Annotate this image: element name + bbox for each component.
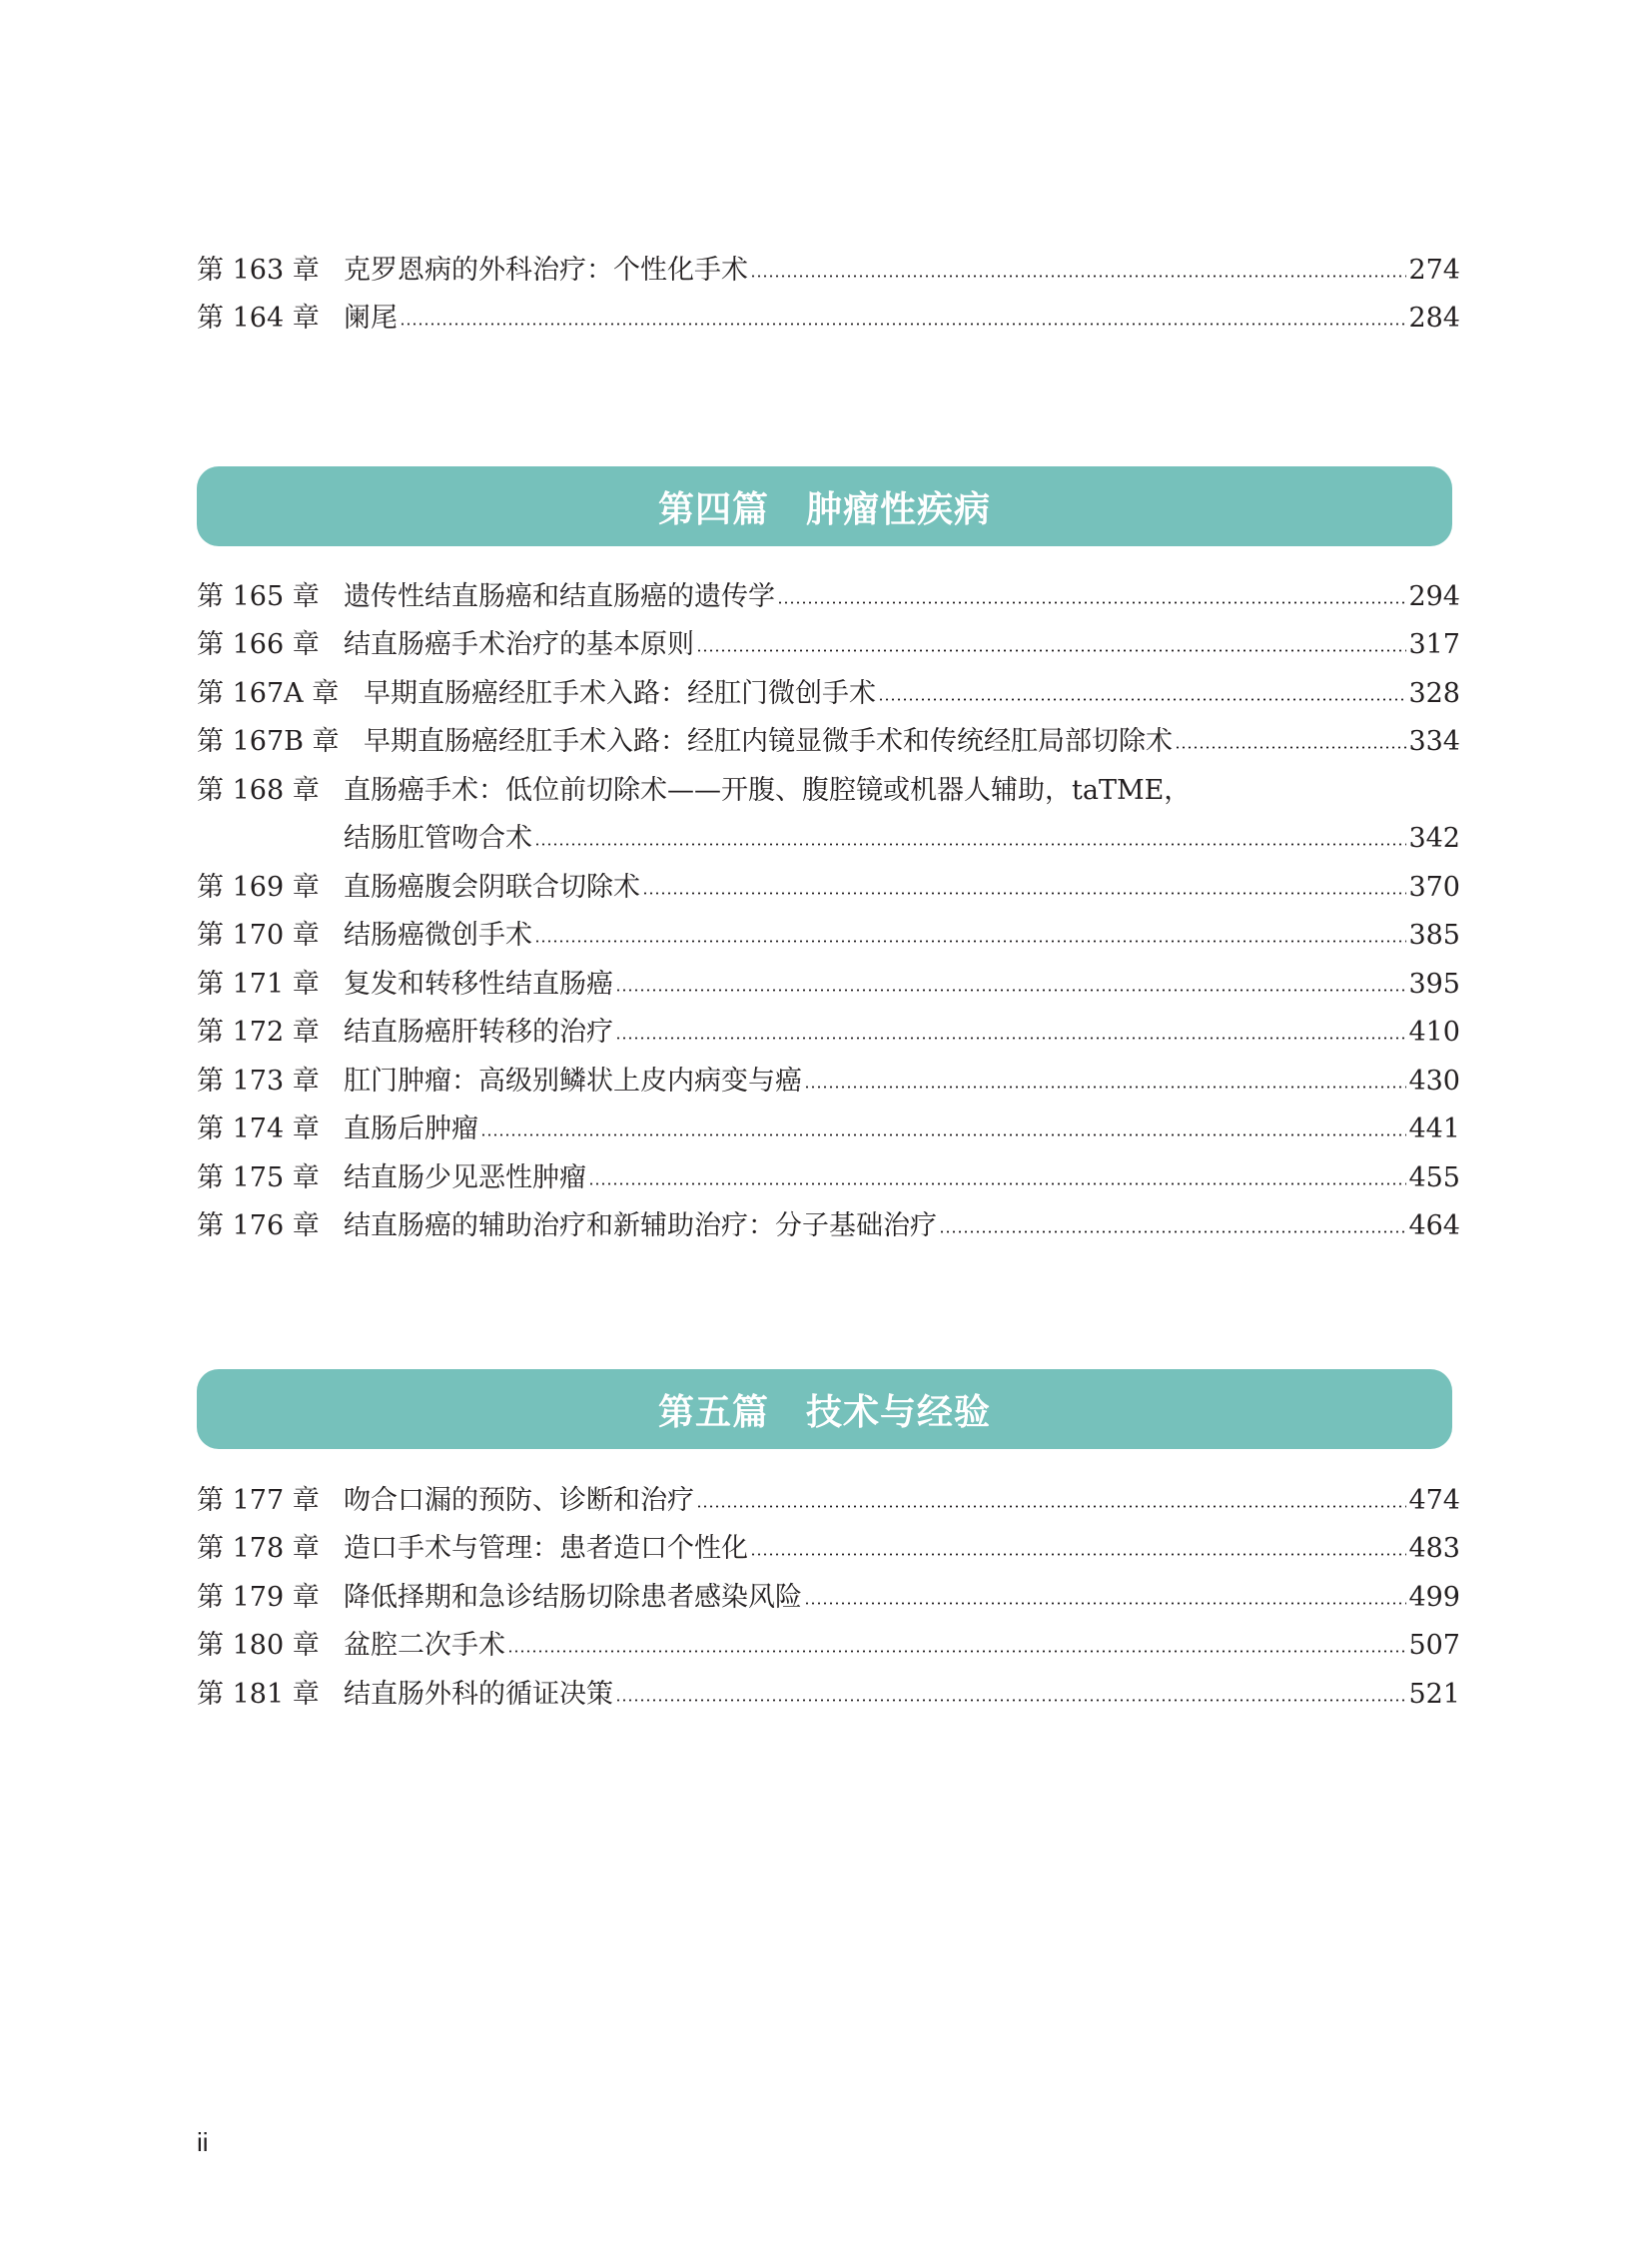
chapter-title: 结直肠少见恶性肿瘤 bbox=[344, 1161, 586, 1193]
page-ref: 370 bbox=[1408, 871, 1460, 903]
toc-entry-line bbox=[197, 912, 1460, 961]
toc-entry[interactable] bbox=[197, 1009, 1460, 1058]
toc-section bbox=[197, 1476, 1460, 1719]
dot-leader bbox=[750, 275, 1406, 278]
dot-leader bbox=[400, 323, 1406, 326]
dot-leader bbox=[696, 649, 1406, 652]
dot-leader bbox=[777, 601, 1406, 604]
toc-entry[interactable] bbox=[197, 960, 1460, 1009]
page-ref: 441 bbox=[1408, 1114, 1460, 1145]
page-ref: 464 bbox=[1408, 1210, 1460, 1242]
chapter-title: 结直肠外科的循证决策 bbox=[344, 1678, 613, 1710]
dot-leader bbox=[480, 1133, 1406, 1136]
toc-entry-line bbox=[197, 766, 1460, 815]
dot-leader bbox=[615, 1699, 1406, 1702]
page-ref: 430 bbox=[1408, 1065, 1460, 1097]
page-ref: 521 bbox=[1408, 1678, 1460, 1710]
toc-entry[interactable] bbox=[197, 1057, 1460, 1106]
chapter-number: 第 178 章 bbox=[197, 1533, 320, 1565]
toc-entry[interactable] bbox=[197, 1202, 1460, 1251]
toc-entry-line bbox=[197, 1670, 1460, 1719]
toc-entry-line bbox=[197, 1476, 1460, 1525]
toc-section bbox=[197, 246, 1460, 343]
chapter-number: 第 175 章 bbox=[197, 1161, 320, 1193]
page-ref: 342 bbox=[1408, 823, 1460, 855]
chapter-title: 结直肠癌手术治疗的基本原则 bbox=[344, 629, 694, 661]
toc-entry-line bbox=[197, 1622, 1460, 1671]
toc-entry[interactable] bbox=[197, 718, 1460, 767]
dot-leader bbox=[804, 1086, 1406, 1089]
page-ref: 483 bbox=[1408, 1533, 1460, 1565]
toc-entry[interactable] bbox=[197, 1670, 1460, 1719]
page-ref: 385 bbox=[1408, 920, 1460, 952]
toc-entry-line bbox=[197, 815, 1460, 864]
chapter-title: 遗传性结直肠癌和结直肠癌的遗传学 bbox=[344, 580, 775, 612]
chapter-title: 克罗恩病的外科治疗：个性化手术 bbox=[344, 254, 748, 286]
dot-leader bbox=[534, 940, 1406, 943]
chapter-number: 第 165 章 bbox=[197, 580, 320, 612]
chapter-title-continued: 结肠肛管吻合术 bbox=[344, 823, 532, 855]
toc-entry[interactable] bbox=[197, 572, 1460, 621]
toc-entry[interactable] bbox=[197, 766, 1460, 863]
toc-entry[interactable] bbox=[197, 246, 1460, 295]
page-ref: 474 bbox=[1408, 1484, 1460, 1516]
dot-leader bbox=[642, 892, 1406, 895]
chapter-title: 早期直肠癌经肛手术入路：经肛内镜显微手术和传统经肛局部切除术 bbox=[364, 726, 1173, 758]
chapter-number: 第 177 章 bbox=[197, 1484, 320, 1516]
chapter-title: 结肠癌微创手术 bbox=[344, 920, 532, 952]
chapter-number: 第 170 章 bbox=[197, 920, 320, 952]
chapter-number: 第 173 章 bbox=[197, 1065, 320, 1097]
chapter-title: 直肠后肿瘤 bbox=[344, 1114, 478, 1145]
chapter-number: 第 167A 章 bbox=[197, 677, 340, 709]
toc-entry-line bbox=[197, 1153, 1460, 1202]
part-title: 第四篇 肿瘤性疾病 bbox=[657, 488, 991, 530]
part-title: 第五篇 技术与经验 bbox=[657, 1391, 991, 1433]
page-ref: 507 bbox=[1408, 1630, 1460, 1662]
toc-entry[interactable] bbox=[197, 1153, 1460, 1202]
toc-entry[interactable] bbox=[197, 1622, 1460, 1671]
dot-leader bbox=[696, 1505, 1406, 1508]
chapter-title: 直肠癌手术：低位前切除术——开腹、腹腔镜或机器人辅助，taTME， bbox=[344, 774, 1192, 806]
chapter-title: 肛门肿瘤：高级别鳞状上皮内病变与癌 bbox=[344, 1065, 802, 1097]
chapter-title: 吻合口漏的预防、诊断和治疗 bbox=[344, 1484, 694, 1516]
part-banner bbox=[197, 466, 1452, 546]
toc-entry-line bbox=[197, 1573, 1460, 1622]
toc-entry[interactable] bbox=[197, 1106, 1460, 1154]
dot-leader bbox=[1175, 746, 1406, 749]
toc-entry-line bbox=[197, 718, 1460, 767]
page-ref: 334 bbox=[1408, 726, 1460, 758]
page-number: ii bbox=[197, 2127, 209, 2157]
chapter-number: 第 169 章 bbox=[197, 871, 320, 903]
dot-leader bbox=[615, 989, 1406, 992]
toc-entry-line bbox=[197, 1525, 1460, 1574]
dot-leader bbox=[939, 1230, 1406, 1233]
toc-entry-line bbox=[197, 669, 1460, 718]
dot-leader bbox=[507, 1650, 1406, 1653]
toc-entry[interactable] bbox=[197, 295, 1460, 344]
toc-entry[interactable] bbox=[197, 863, 1460, 912]
chapter-title: 结直肠癌肝转移的治疗 bbox=[344, 1017, 613, 1049]
chapter-number: 第 181 章 bbox=[197, 1678, 320, 1710]
toc-entry-line bbox=[197, 1057, 1460, 1106]
chapter-title: 直肠癌腹会阴联合切除术 bbox=[344, 871, 640, 903]
toc-entry-line bbox=[197, 1202, 1460, 1251]
toc-section bbox=[197, 572, 1460, 1250]
chapter-number: 第 163 章 bbox=[197, 254, 320, 286]
toc-entry-line bbox=[197, 1009, 1460, 1058]
chapter-number: 第 174 章 bbox=[197, 1114, 320, 1145]
page-ref: 317 bbox=[1408, 629, 1460, 661]
dot-leader bbox=[615, 1037, 1406, 1040]
chapter-number: 第 172 章 bbox=[197, 1017, 320, 1049]
toc-entry-line bbox=[197, 246, 1460, 295]
page-ref: 274 bbox=[1408, 254, 1460, 286]
page-ref: 499 bbox=[1408, 1581, 1460, 1613]
chapter-title: 阑尾 bbox=[344, 303, 398, 335]
toc-entry[interactable] bbox=[197, 669, 1460, 718]
toc-entry-line bbox=[197, 1106, 1460, 1154]
toc-entry[interactable] bbox=[197, 621, 1460, 670]
page-ref: 294 bbox=[1408, 580, 1460, 612]
page-ref: 395 bbox=[1408, 968, 1460, 1000]
toc-entry-line bbox=[197, 295, 1460, 344]
chapter-title: 造口手术与管理：患者造口个性化 bbox=[344, 1533, 748, 1565]
part-banner bbox=[197, 1369, 1452, 1449]
dot-leader bbox=[588, 1182, 1406, 1185]
page-ref: 410 bbox=[1408, 1017, 1460, 1049]
chapter-number: 第 171 章 bbox=[197, 968, 320, 1000]
toc-entry-line bbox=[197, 960, 1460, 1009]
toc-entry-line bbox=[197, 863, 1460, 912]
chapter-number: 第 179 章 bbox=[197, 1581, 320, 1613]
dot-leader bbox=[878, 698, 1406, 701]
chapter-title: 早期直肠癌经肛手术入路：经肛门微创手术 bbox=[364, 677, 876, 709]
dot-leader bbox=[804, 1602, 1406, 1605]
dot-leader bbox=[534, 843, 1406, 846]
toc-entry-line bbox=[197, 572, 1460, 621]
page-ref: 284 bbox=[1408, 303, 1460, 335]
chapter-title: 复发和转移性结直肠癌 bbox=[344, 968, 613, 1000]
chapter-number: 第 164 章 bbox=[197, 303, 320, 335]
chapter-title: 降低择期和急诊结肠切除患者感染风险 bbox=[344, 1581, 802, 1613]
toc-entry[interactable] bbox=[197, 1476, 1460, 1525]
chapter-number: 第 166 章 bbox=[197, 629, 320, 661]
toc-entry-line bbox=[197, 621, 1460, 670]
chapter-number: 第 167B 章 bbox=[197, 726, 340, 758]
chapter-number: 第 180 章 bbox=[197, 1630, 320, 1662]
toc-entry[interactable] bbox=[197, 1573, 1460, 1622]
chapter-number: 第 176 章 bbox=[197, 1210, 320, 1242]
chapter-number: 第 168 章 bbox=[197, 774, 320, 806]
chapter-title: 盆腔二次手术 bbox=[344, 1630, 505, 1662]
page-ref: 328 bbox=[1408, 677, 1460, 709]
toc-entry[interactable] bbox=[197, 912, 1460, 961]
dot-leader bbox=[750, 1553, 1406, 1556]
chapter-title: 结直肠癌的辅助治疗和新辅助治疗：分子基础治疗 bbox=[344, 1210, 937, 1242]
toc-entry[interactable] bbox=[197, 1525, 1460, 1574]
page-ref: 455 bbox=[1408, 1161, 1460, 1193]
